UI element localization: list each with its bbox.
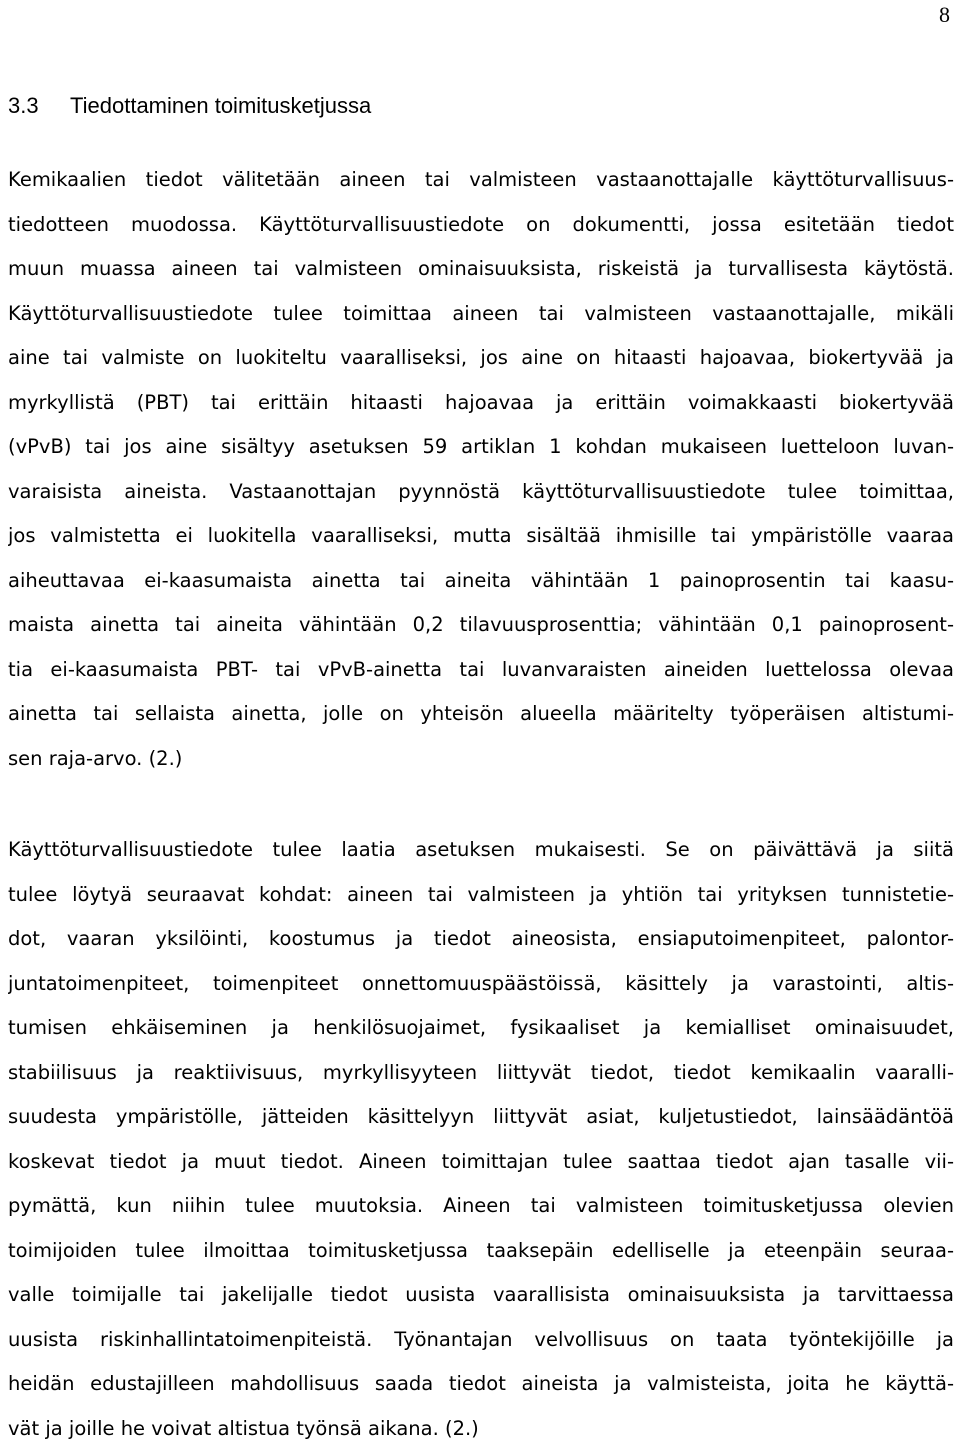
text-line: Kemikaalien tiedot välitetään aineen tai valmisteen vastaanottajalle käyttöturvallisuus- <box>8 158 954 203</box>
text-line: stabiilisuus ja reaktiivisuus, myrkyllisyyteen liittyvät tiedot, tiedot kemikaalin vaaralli- <box>8 1051 954 1096</box>
text-line: myrkyllistä (PBT) tai erittäin hitaasti hajoavaa ja erittäin voimakkaasti biokertyvää <box>8 381 954 426</box>
text-line: tumisen ehkäiseminen ja henkilösuojaimet, fysikaaliset ja kemialliset ominaisuudet, <box>8 1006 954 1051</box>
text-line: maista ainetta tai aineita vähintään 0,2 tilavuusprosenttia; vähintään 0,1 painoprosent- <box>8 603 954 648</box>
text-line: toimijoiden tulee ilmoittaa toimitusketjussa taaksepäin edelliselle ja eteenpäin seuraa- <box>8 1229 954 1274</box>
text-line: valle toimijalle tai jakelijalle tiedot uusista vaarallisista ominaisuuksista ja tarvittaessa <box>8 1273 954 1318</box>
section-title: Tiedottaminen toimitusketjussa <box>70 93 371 118</box>
text-line: tia ei-kaasumaista PBT- tai vPvB-ainetta tai luvanvaraisten aineiden luettelossa olevaa <box>8 648 954 693</box>
paragraph-safety-data-sheet-contents <box>8 828 954 1451</box>
text-line: muun muassa aineen tai valmisteen ominaisuuksista, riskeistä ja turvallisesta käytöstä. <box>8 247 954 292</box>
text-line: aiheuttavaa ei-kaasumaista ainetta tai aineita vähintään 1 painoprosentin tai kaasu- <box>8 559 954 604</box>
text-line: Käyttöturvallisuustiedote tulee laatia asetuksen mukaisesti. Se on päivättävä ja siitä <box>8 828 954 873</box>
text-line: aine tai valmiste on luokiteltu vaaralliseksi, jos aine on hitaasti hajoavaa, biokertyvää ja <box>8 336 954 381</box>
page-number: 8 <box>939 2 950 28</box>
text-line: (vPvB) tai jos aine sisältyy asetuksen 59 artiklan 1 kohdan mukaiseen luetteloon luvan- <box>8 425 954 470</box>
text-line: ainetta tai sellaista ainetta, jolle on yhteisön alueella määritelty työperäisen altistumi- <box>8 692 954 737</box>
text-line: jos valmistetta ei luokitella vaaralliseksi, mutta sisältää ihmisille tai ympäristölle vaaraa <box>8 514 954 559</box>
text-line: tiedotteen muodossa. Käyttöturvallisuustiedote on dokumentti, jossa esitetään tiedot <box>8 203 954 248</box>
text-line: sen raja-arvo. (2.) <box>8 737 954 782</box>
text-line: vät ja joille he voivat altistua työnsä aikana. (2.) <box>8 1407 954 1451</box>
text-line: varaisista aineista. Vastaanottajan pyynnöstä käyttöturvallisuustiedote tulee toimittaa, <box>8 470 954 515</box>
text-line: juntatoimenpiteet, toimenpiteet onnettomuuspäästöissä, käsittely ja varastointi, altis- <box>8 962 954 1007</box>
section-number: 3.3 <box>8 88 70 124</box>
text-line: uusista riskinhallintatoimenpiteistä. Työnantajan velvollisuus on taata työntekijöille ja <box>8 1318 954 1363</box>
text-line: heidän edustajilleen mahdollisuus saada tiedot aineista ja valmisteista, joita he käyttä- <box>8 1362 954 1407</box>
paragraph-safety-data-sheet-delivery <box>8 158 954 781</box>
section-heading <box>8 88 371 124</box>
text-line: dot, vaaran yksilöinti, koostumus ja tiedot aineosista, ensiaputoimenpiteet, palontor- <box>8 917 954 962</box>
text-line: tulee löytyä seuraavat kohdat: aineen tai valmisteen ja yhtiön tai yrityksen tunnistetie- <box>8 873 954 918</box>
text-line: Käyttöturvallisuustiedote tulee toimittaa aineen tai valmisteen vastaanottajalle, mikäli <box>8 292 954 337</box>
text-line: koskevat tiedot ja muut tiedot. Aineen toimittajan tulee saattaa tiedot ajan tasalle vii- <box>8 1140 954 1185</box>
text-line: pymättä, kun niihin tulee muutoksia. Aineen tai valmisteen toimitusketjussa olevien <box>8 1184 954 1229</box>
text-line: suudesta ympäristölle, jätteiden käsittelyyn liittyvät asiat, kuljetustiedot, lainsäädäntöä <box>8 1095 954 1140</box>
